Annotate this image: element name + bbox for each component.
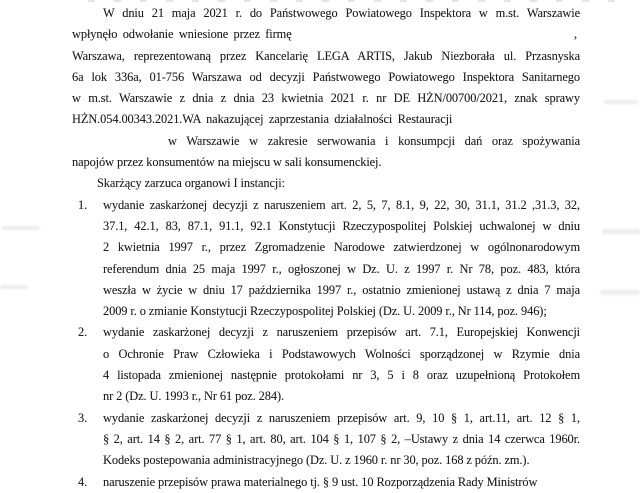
- list-number: 4.: [78, 474, 88, 489]
- document-text-block: [72, 3, 580, 493]
- text-line: [72, 195, 580, 216]
- text-line: [72, 365, 580, 386]
- line-text: w Warszawie w zakresie serwowania i konsumpcji dań oraz spożywania: [168, 133, 580, 148]
- line-text: 2009 r. o zmianie Konstytucji Rzeczypospolitej Polskiej (Dz. U. 2009 r., Nr 114, poz. 946);: [103, 304, 547, 319]
- text-line: [72, 450, 580, 471]
- redacted-trailing-comma: ,: [574, 27, 577, 42]
- line-text: 2 kwietnia 1997 r., przez Zgromadzenie Narodowe zatwierdzonej w ogólnonarodowym: [103, 240, 580, 255]
- text-line: [72, 322, 580, 343]
- scan-artifact: [600, 290, 640, 295]
- scan-artifact: [88, 0, 628, 2]
- line-text: wpłynęło odwołanie wniesione przez firmę: [72, 27, 292, 42]
- line-text: HŻN.054.00343.2021.WA nakazującej zaprzestania działalności Restauracji: [72, 112, 453, 127]
- text-line: [72, 216, 580, 237]
- text-line: [72, 259, 580, 280]
- text-line: [72, 46, 580, 67]
- line-text: naruszenie przepisów prawa materialnego tj. § 9 ust. 10 Rozporządzenia Rady Ministrów: [103, 474, 538, 489]
- line-text: wydanie zaskarżonej decyzji z naruszeniem przepisów art. 7.1, Europejskiej Konwencji: [103, 325, 580, 340]
- text-line: [72, 88, 580, 109]
- scan-artifact: [604, 100, 638, 104]
- scan-artifact: [602, 229, 640, 234]
- text-line: [72, 67, 580, 88]
- line-text: o Ochronie Praw Człowieka i Podstawowych Wolności sporządzonej w Rzymie dnia: [103, 346, 580, 361]
- text-line: [72, 344, 580, 365]
- text-line: [72, 131, 580, 152]
- list-number: 1.: [78, 197, 88, 212]
- line-text: weszła w życie w dniu 17 października 1997 r., ostatnio zmienionej ustawą z dnia 7 maja: [103, 282, 580, 297]
- text-line: [72, 472, 580, 493]
- line-text: Warszawa, reprezentowaną przez Kancelarię LEGA ARTIS, Jakub Niezborała ul. Przasnyska: [72, 48, 580, 63]
- scan-artifact: [0, 285, 28, 289]
- text-line: [72, 3, 580, 24]
- line-text: wydanie zaskarżonej decyzji z naruszeniem art. 2, 5, 7, 8.1, 9, 22, 30, 31.1, 31.2 ,31.3, 32,: [103, 197, 580, 212]
- line-text: Skarżący zarzuca organowi I instancji:: [97, 176, 285, 191]
- text-line: [72, 24, 580, 45]
- line-text: napojów przez konsumentów na miejscu w sali konsumenckiej.: [72, 155, 382, 170]
- line-text: referendum dnia 25 maja 1997 r., ogłoszonej w Dz. U. z 1997 r. Nr 78, poz. 483, która: [103, 261, 580, 276]
- line-text: w m.st. Warszawie z dnia z dnia 23 kwietnia 2021 r. nr DE HŻN/00700/2021, znak sprawy: [72, 91, 580, 106]
- line-text: § 2, art. 14 § 2, art. 77 § 1, art. 80, art. 104 § 1, 107 § 2, –Ustawy z dnia 14 czerwca 1960r.: [103, 431, 580, 446]
- text-line: [72, 301, 580, 322]
- text-line: [72, 237, 580, 258]
- text-line: [72, 429, 580, 450]
- line-text: Kodeks postepowania administracyjnego (Dz. U. z 1960 r. nr 30, poz. 168 z późn. zm.).: [103, 453, 530, 468]
- text-line: [72, 109, 580, 130]
- line-text: W dniu 21 maja 2021 r. do Państwowego Powiatowego Inspektora w m.st. Warszawie: [103, 6, 580, 20]
- list-number: 3.: [78, 410, 88, 425]
- text-line: [72, 386, 580, 407]
- list-number: 2.: [78, 325, 88, 340]
- scan-artifact: [2, 226, 40, 230]
- text-line: [72, 280, 580, 301]
- line-text: nr 2 (Dz. U. 1993 r., Nr 61 poz. 284).: [103, 389, 284, 404]
- text-line: [72, 408, 580, 429]
- text-line: [72, 152, 580, 173]
- line-text: 4 listopada zmienionej następnie protokołami nr 3, 5 i 8 oraz uzupełnioną Protokołem: [103, 368, 580, 383]
- text-line: [72, 173, 580, 194]
- line-text: wydanie zaskarżonej decyzji z naruszeniem przepisów art. 9, 10 § 1, art.11, art. 12 § 1,: [103, 410, 580, 425]
- line-text: 6a lok 336a, 01-756 Warszawa od decyzji Państwowego Powiatowego Inspektora Sanitarnego: [72, 69, 580, 84]
- line-text: 37.1, 42.1, 83, 87.1, 91.1, 92.1 Konstytucji Rzeczypospolitej Polskiej uchwalonej w dniu: [103, 218, 580, 233]
